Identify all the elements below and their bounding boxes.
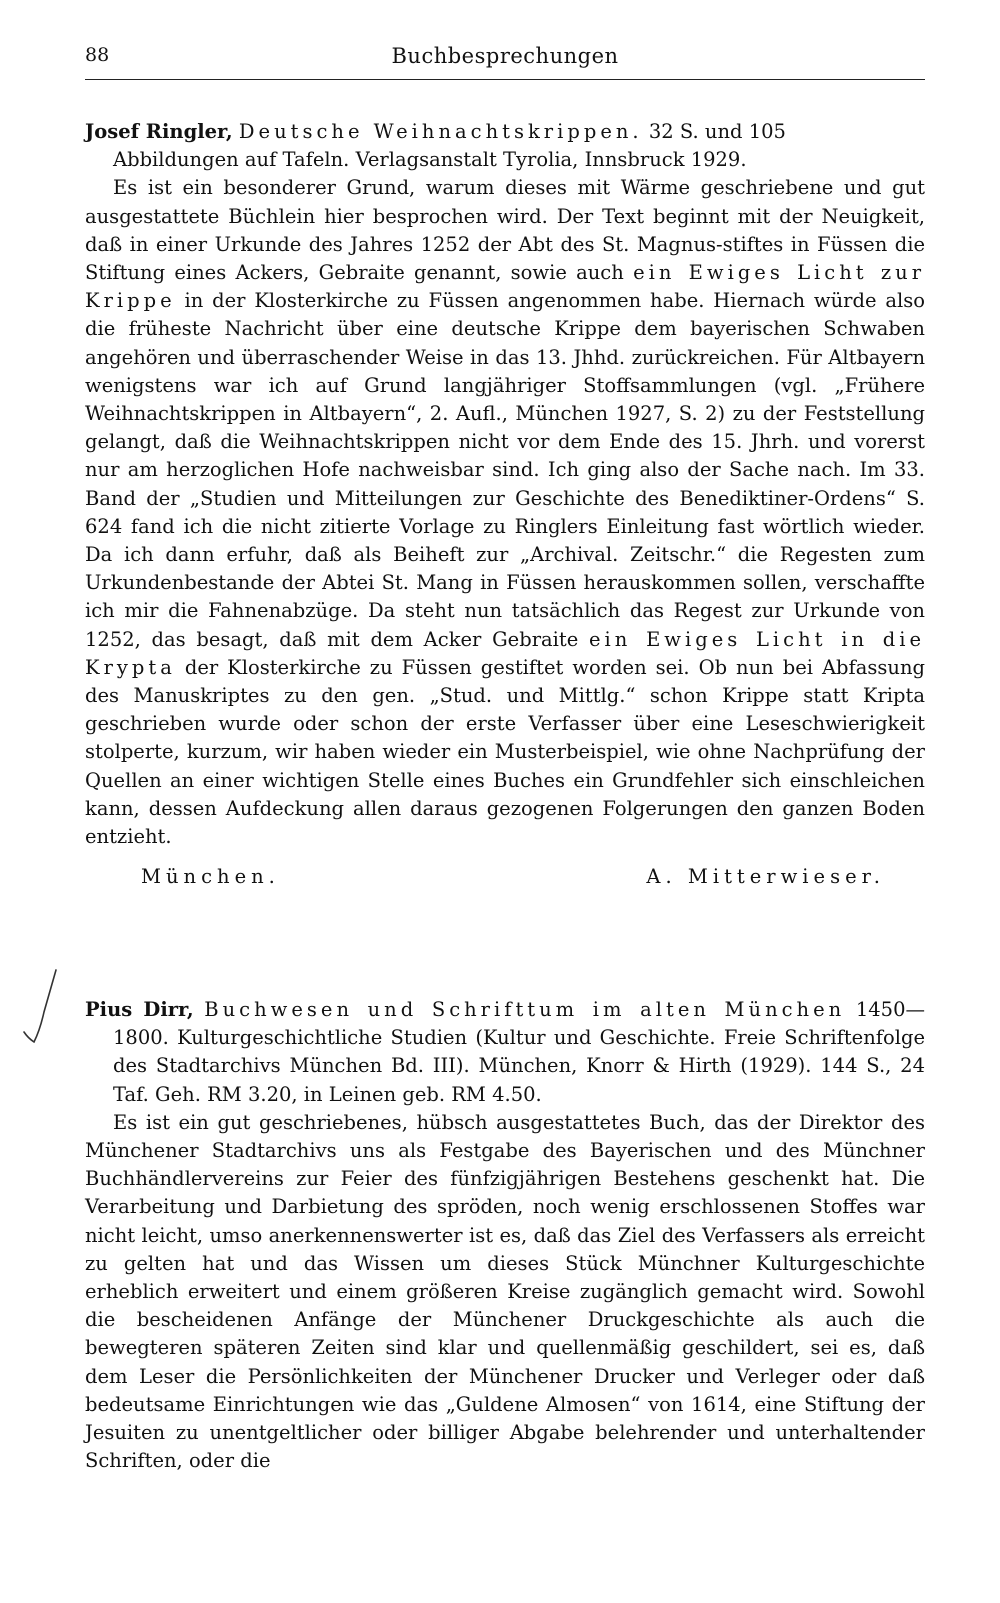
review-citation — [85, 996, 925, 1109]
review-body: Es ist ein gut geschriebenes, hübsch ausgestattetes Buch, das der Direktor des Münchener Stadtarchivs uns als Festgabe des Bayerischen und des Münchner Buchhändlervereins zur Feier des fünfzigjährigen Bestehens geschenkt hat. Die Verarbeitung und Darbietung des spröden, noch wenig erschlossenen Stoffes war nicht leicht, umso anerkennenswerter ist es, daß das Ziel des Verfassers als erreicht zu gelten hat und das Wissen um dieses Stück Münchner Kulturgeschichte erheblich erweitert und einem größeren Kreise zugänglich gemacht wird. Sowohl die bescheidenen Anfänge der Münchener Druckgeschichte als auch die bewegteren späteren Zeiten sind klar und quellenmäßig geschildert, sei es, daß dem Leser die Persönlichkeiten der Münchener Drucker und Verleger oder daß bedeutsame Einrichtungen wie das „Guldene Almosen“ von 1614, eine Stiftung der Jesuiten zu unentgeltlicher oder billiger Abgabe belehrender und unterhaltender Schriften, oder die — [85, 1110, 925, 1473]
signature-place: München. — [141, 865, 280, 889]
review-book-title: Buchwesen und Schrifttum im alten München — [204, 998, 846, 1021]
review-citation — [85, 118, 925, 146]
header-rule — [85, 79, 925, 80]
handwritten-margin-mark — [16, 968, 66, 1048]
review-dirr — [85, 996, 925, 1475]
review-author: Pius Dirr, — [85, 998, 194, 1021]
review-publisher-line: Abbildungen auf Tafeln. Verlagsanstalt Tyrolia, Innsbruck 1929. — [113, 148, 747, 172]
page-number: 88 — [85, 44, 110, 66]
spaced-emphasis: ein Ewiges Licht zur Krippe — [85, 261, 926, 313]
review-body-part: in der Klosterkirche zu Füssen angenommen habe. Hiernach würde also die früheste Nachricht über eine deutsche Krippe dem bayerischen Schwaben angehören und überraschender Weise in das 13. Jhhd. zurückreichen. Für Altbayern wenigstens war ich auf Grund langjähriger Stoffsammlungen (vgl. „Frühere Weihnachtskrippen in Altbayern“, 2. Aufl., München 1927, S. 2) zu der Feststellung gelangt, daß die Weihnachtskrippen nicht vor dem Ende des 15. Jhrh. und vorerst nur am herzoglichen Hofe nachweisbar sind. Ich ging also der Sache nach. Im 33. Band der „Studien und Mitteilungen zur Geschichte des Benediktiner-Ordens“ S. 624 fand ich die nicht zitierte Vorlage zu Ringlers Einleitung fast wörtlich wieder. Da ich dann erfuhr, daß als Beiheft zur „Archival. Zeitschr.“ die Regesten zum Urkundenbestande der Abtei St. Mang in Füssen herauskommen sollen, verschaffte ich mir die Fahnenabzüge. Da steht nun tatsächlich das Regest zur Urkunde von 1252, das besagt, daß mit dem Acker Gebraite — [85, 289, 925, 651]
review-ringler — [85, 118, 925, 891]
review-author: Josef Ringler, — [85, 120, 233, 143]
review-body-part: Es ist ein besonderer Grund, warum dieses mit Wärme geschriebene und gut ausgestattete Büchlein hier besprochen wird. Der Text beginnt mit der Neuigkeit, daß in einer Urkunde des Jahres 1252 der Abt des St. Magnus-stiftes in Füssen die Stiftung eines Ackers, Gebraite genannt, sowie auch — [85, 176, 925, 285]
spaced-emphasis: ein Ewiges Licht in die Krypta — [85, 627, 925, 679]
signature-name: A. Mitterwieser. — [646, 865, 885, 889]
running-head — [85, 44, 925, 74]
review-signature — [85, 863, 925, 891]
running-title: Buchbesprechungen — [391, 44, 619, 68]
review-book-title: Deutsche Weihnachtskrippen. — [238, 120, 643, 143]
review-book-details: 32 S. und 105 — [648, 120, 786, 143]
review-book-details: 1450—1800. Kulturgeschichtliche Studien (Kultur und Geschichte. Freie Schriftenfolge des Stadtarchivs München Bd. III). München, Knorr & Hirth (1929). 144 S., 24 Taf. Geh. RM 3.20, in Leinen geb. RM 4.50. — [113, 998, 925, 1106]
review-body-part: der Klosterkirche zu Füssen gestiftet worden sei. Ob nun bei Abfassung des Manuskriptes zu den gen. „Stud. und Mittlg.“ schon Krippe statt Kripta geschrieben wurde oder schon der erste Verfasser über eine Leseschwierigkeit stolperte, kurzum, wir haben wieder ein Musterbeispiel, wie ohne Nachprüfung der Quellen an einer wichtigen Stelle eines Buches ein Grundfehler sich einschleichen kann, dessen Aufdeckung allen daraus gezogenen Folgerungen den ganzen Boden entzieht. — [85, 655, 925, 849]
review-body — [85, 174, 925, 851]
